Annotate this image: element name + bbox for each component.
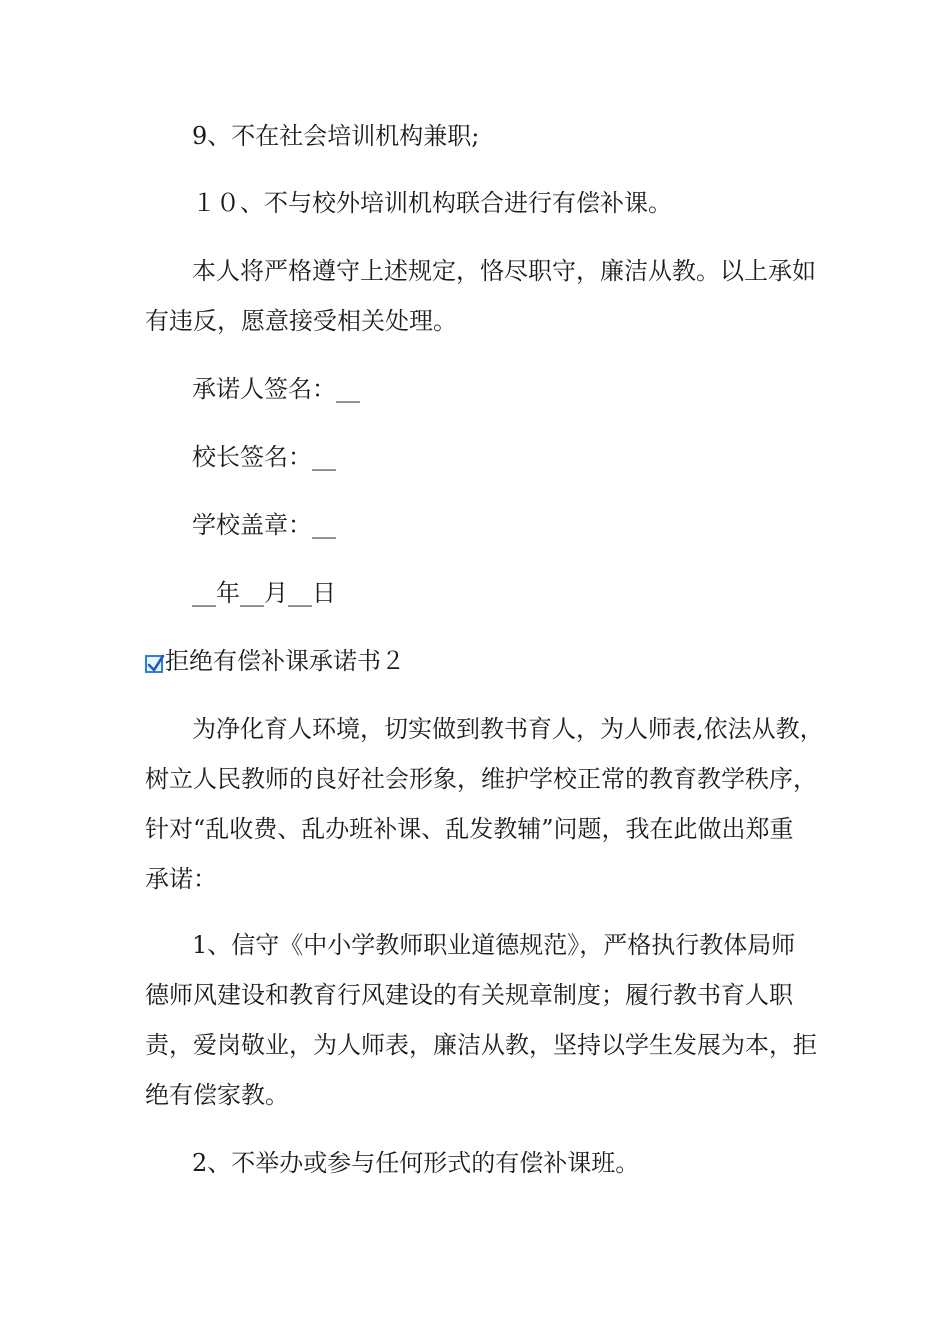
item-1-line-3: 责，爱岗敬业，为人师表，廉洁从教，坚持以学生发展为本，拒 <box>145 1031 817 1059</box>
principal-signature: 校长签名：__ <box>192 443 336 471</box>
intro-line-3: 针对“乱收费、乱办班补课、乱发教辅”问题，我在此做出郑重 <box>145 815 794 843</box>
item-2: 2、不举办或参与任何形式的有偿补课班。 <box>192 1149 640 1177</box>
school-seal: 学校盖章：__ <box>192 511 336 539</box>
intro-line-2: 树立人民教师的良好社会形象，维护学校正常的教育教学秩序， <box>145 765 817 793</box>
checkbox-icon <box>145 655 163 673</box>
pledge-line-1: 本人将严格遵守上述规定，恪尽职守，廉洁从教。以上承如 <box>192 257 816 285</box>
signer-signature: 承诺人签名：__ <box>192 375 360 403</box>
item-1-line-1: 1、信守《中小学教师职业道德规范》，严格执行教体局师 <box>192 931 796 959</box>
item-1-line-4: 绝有偿家教。 <box>145 1081 289 1109</box>
section-2-heading <box>145 645 405 677</box>
item-9: 9、不在社会培训机构兼职; <box>192 122 480 150</box>
pledge-line-2: 有违反，愿意接受相关处理。 <box>145 307 457 335</box>
item-10: １０、不与校外培训机构联合进行有偿补课。 <box>192 189 672 217</box>
section-2-title: 拒绝有偿补课承诺书２ <box>165 647 405 675</box>
intro-line-4: 承诺： <box>145 865 217 893</box>
item-1-line-2: 德师风建设和教育行风建设的有关规章制度；履行教书育人职 <box>145 981 793 1009</box>
date-line: __年__月__日 <box>192 579 336 607</box>
intro-line-1: 为净化育人环境，切实做到教书育人，为人师表,依法从教， <box>192 715 824 743</box>
